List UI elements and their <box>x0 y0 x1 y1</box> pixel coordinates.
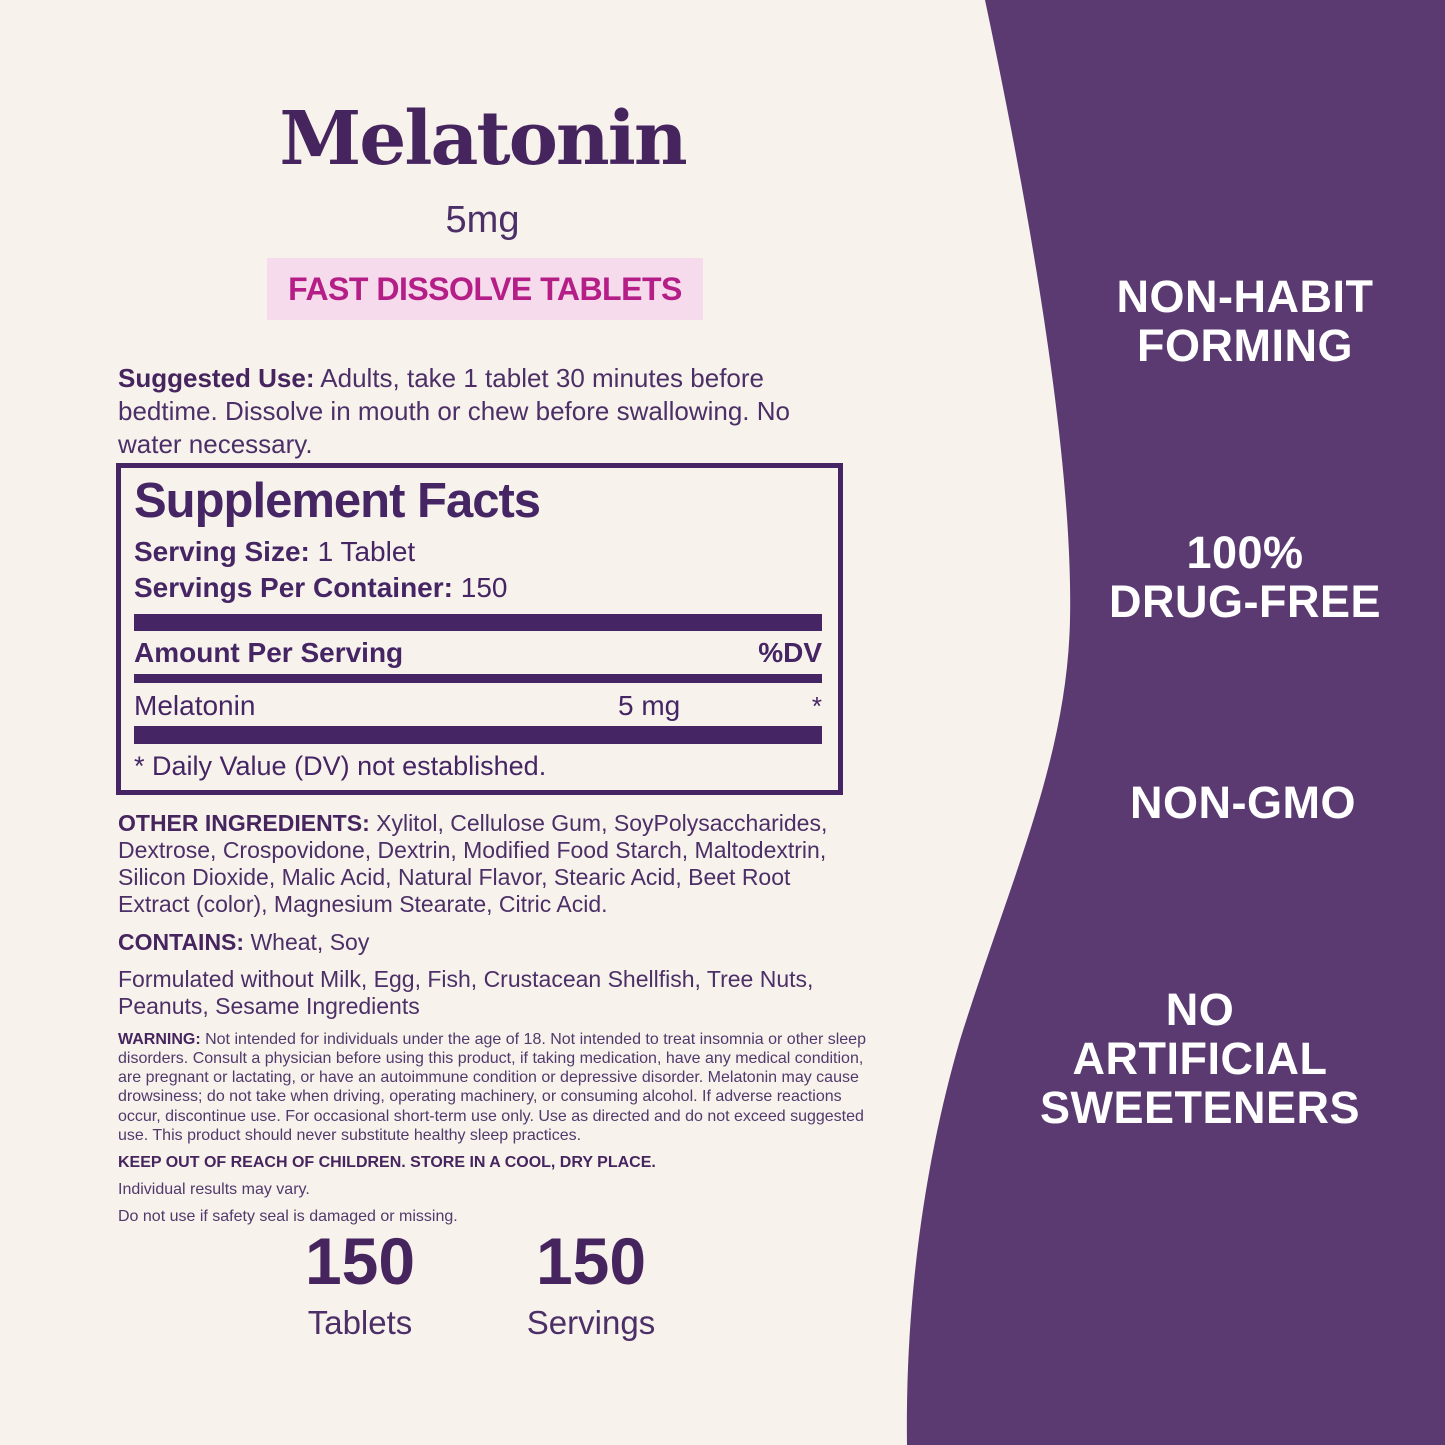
dv-header: %DV <box>758 636 822 668</box>
fast-dissolve-badge-label: FAST DISSOLVE TABLETS <box>288 270 682 307</box>
claim-non-habit-forming <box>1045 272 1445 370</box>
contains-label: CONTAINS: <box>118 928 245 955</box>
contains-text: Wheat, Soy <box>244 928 370 955</box>
servings-per-container-label: Servings Per Container: <box>134 571 453 603</box>
warning-text: Not intended for individuals under the age of 18. Not intended to treat insomnia or other sleep disorders. Consult a physician before using this product, if taking medication, have any medical condition, are pregnant or lactating, or have an autoimmune condition or depressive disorder. Melatonin may cause drowsiness; do not take when driving, operating machinery, or consuming alcohol. If adverse reactions occur, discontinue use. For occasional short-term use only. Use as directed and do not exceed suggested use. This product should never substitute healthy sleep practices. <box>118 1030 866 1144</box>
claim-drug-free <box>1045 528 1445 626</box>
dosage-text: 5mg <box>445 199 520 241</box>
fine-print-column <box>118 810 866 1235</box>
suggested-use-text: Adults, take 1 tablet 30 minutes before bedtime. Dissolve in mouth or chew before swallowing. No water necessary. <box>118 363 790 459</box>
safety-seal-notice: Do not use if safety seal is damaged or missing. <box>118 1208 458 1226</box>
tablet-count-number: 150 <box>304 1224 416 1298</box>
warning-paragraph <box>118 1030 866 1145</box>
claim-no-artificial-sweeteners <box>1000 985 1400 1132</box>
facts-divider-thick-top <box>134 614 822 631</box>
suggested-use-label: Suggested Use: <box>118 363 315 393</box>
claim-non-gmo <box>1043 778 1443 827</box>
serving-size-line <box>134 535 822 569</box>
tablet-count-callout <box>260 1224 460 1342</box>
formulated-without-paragraph: Formulated without Milk, Egg, Fish, Crustacean Shellfish, Tree Nuts, Peanuts, Sesame Ingredients <box>118 965 814 1019</box>
facts-header-row <box>134 631 822 674</box>
facts-divider-thin <box>134 674 822 683</box>
claim-line: DRUG-FREE <box>1109 576 1381 628</box>
contains-paragraph <box>118 929 866 956</box>
servings-per-container-line <box>134 571 822 605</box>
suggested-use-paragraph <box>118 362 858 460</box>
serving-count-callout <box>491 1224 691 1342</box>
other-ingredients-text: Xylitol, Cellulose Gum, SoyPolysaccharides, Dextrose, Crospovidone, Dextrin, Modified Food Starch, Maltodextrin, Silicon Dioxide, Malic Acid, Natural Flavor, Stearic Acid, Beet Root Extract (color), Magnesium Stearate, Citric Acid. <box>118 810 828 918</box>
serving-count-label: Servings <box>526 1304 656 1341</box>
serving-count-number: 150 <box>535 1224 647 1298</box>
claim-line: ARTIFICIAL <box>1072 1033 1328 1085</box>
claim-line: NON-HABIT <box>1116 271 1374 322</box>
storage-notice: KEEP OUT OF REACH OF CHILDREN. STORE IN A COOL, DRY PLACE. <box>118 1154 656 1171</box>
ingredient-amount: 5 mg <box>618 689 681 721</box>
ingredient-name: Melatonin <box>134 689 256 721</box>
serving-size-value: 1 Tablet <box>309 536 416 568</box>
fast-dissolve-badge <box>267 258 703 320</box>
facts-divider-thick-bottom <box>134 726 822 744</box>
ingredient-dv: * <box>811 690 822 721</box>
claim-line: 100% <box>1186 527 1304 578</box>
servings-per-container-value: 150 <box>452 571 508 603</box>
dv-footnote: * Daily Value (DV) not established. <box>134 750 547 781</box>
other-ingredients-paragraph <box>118 810 866 919</box>
claim-line: NON-GMO <box>1130 777 1356 828</box>
facts-ingredient-row <box>134 683 822 726</box>
claim-line: SWEETENERS <box>1039 1082 1361 1134</box>
results-disclaimer: Individual results may vary. <box>118 1181 310 1199</box>
claim-line: FORMING <box>1137 320 1353 372</box>
amount-per-serving-header: Amount Per Serving <box>134 636 404 668</box>
side-panel-curve <box>907 0 1445 1445</box>
warning-label: WARNING: <box>118 1030 201 1048</box>
supplement-facts-title: Supplement Facts <box>134 474 541 528</box>
tablet-count-label: Tablets <box>307 1304 413 1341</box>
supplement-facts-box <box>116 463 843 795</box>
serving-size-label: Serving Size: <box>134 536 310 568</box>
product-title: Melatonin <box>279 96 686 182</box>
claim-line: NO <box>1165 984 1235 1035</box>
other-ingredients-label: OTHER INGREDIENTS: <box>118 810 370 836</box>
